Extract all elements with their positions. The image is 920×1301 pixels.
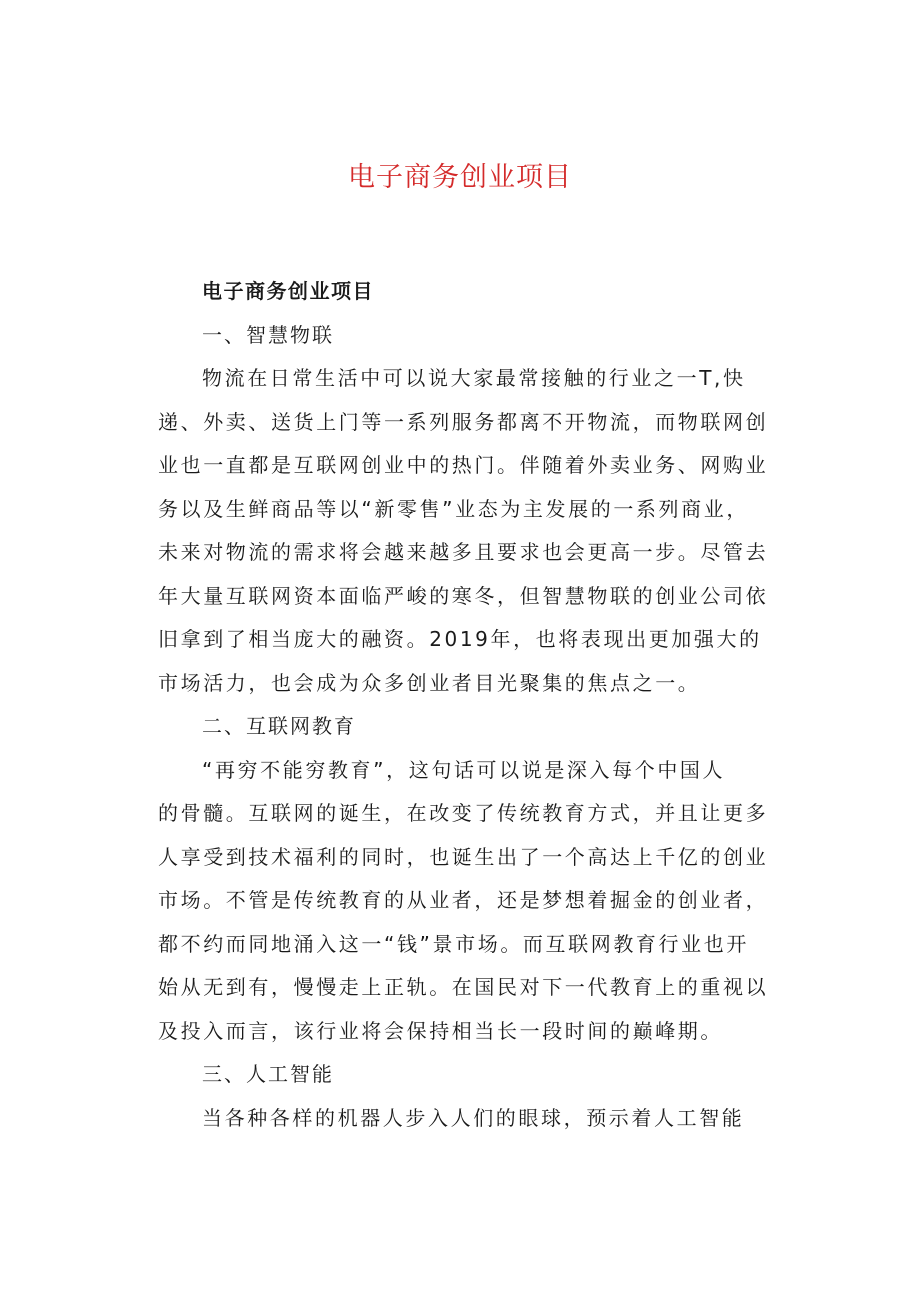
document-subheading: 电子商务创业项目	[202, 279, 374, 303]
paragraph-line: 年大量互联网资本面临严峻的寒冬，但智慧物联的创业公司依	[158, 583, 769, 608]
paragraph-line: 市场。不管是传统教育的从业者，还是梦想着掘金的创业者，	[158, 888, 769, 912]
document-title: 电子商务创业项目	[348, 162, 572, 193]
paragraph-line: 递、外卖、送货上门等一系列服务都离不开物流，而物联网创	[158, 409, 769, 434]
paragraph-line: 人享受到技术福利的同时，也诞生出了一个高达上千亿的创业	[158, 844, 769, 869]
paragraph-smart-iot	[158, 357, 769, 705]
section-heading-internet-education: 二、互联网教育	[202, 714, 356, 738]
section-heading-smart-iot: 一、智慧物联	[202, 322, 334, 347]
paragraph-line: 都不约而同地涌入这一“钱”景市场。而互联网教育行业也开	[158, 931, 749, 956]
paragraph-line: 的骨髓。互联网的诞生，在改变了传统教育方式，并且让更多	[158, 801, 769, 825]
document-body	[158, 270, 769, 1140]
paragraph-line: 物流在日常生活中可以说大家最常接触的行业之一T,快	[202, 366, 746, 390]
paragraph-artificial-intelligence	[158, 1097, 748, 1141]
paragraph-line: “再穷不能穷教育”，这句话可以说是深入每个中国人	[202, 757, 726, 782]
paragraph-line: 旧拿到了相当庞大的融资。2019年，也将表现出更加强大的	[158, 627, 762, 651]
section-heading-artificial-intelligence: 三、人工智能	[202, 1062, 334, 1086]
paragraph-line: 当各种各样的机器人步入人们的眼球，预示着人工智能	[202, 1105, 745, 1130]
paragraph-line: 业也一直都是互联网创业中的热门。伴随着外卖业务、网购业	[158, 453, 769, 477]
paragraph-line: 及投入而言，该行业将会保持相当长一段时间的巅峰期。	[158, 1018, 723, 1043]
paragraph-line: 务以及生鲜商品等以“新零售”业态为主发展的一系列商业，	[158, 496, 749, 521]
paragraph-internet-education	[158, 749, 769, 1054]
paragraph-line: 始从无到有，慢慢走上正轨。在国民对下一代教育上的重视以	[158, 975, 769, 999]
paragraph-line: 市场活力，也会成为众多创业者目光聚集的焦点之一。	[158, 670, 701, 695]
paragraph-line: 未来对物流的需求将会越来越多且要求也会更高一步。尽管去	[158, 540, 769, 564]
